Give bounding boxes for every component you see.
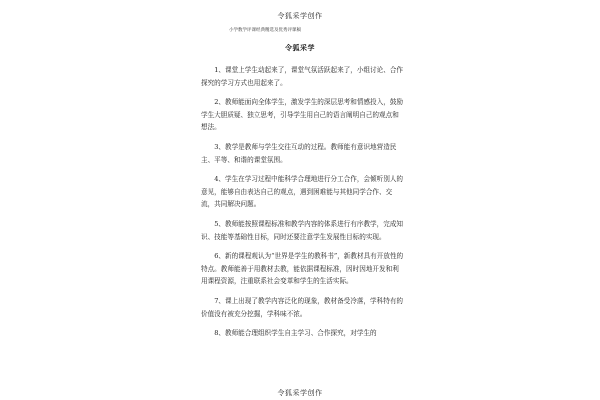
paragraph-5: 5、教师能按照课程标准和教学内容的体系进行有序教学，完成知识、技能等基础性目标，同时还要注意学生发展性目标的实现。 [201,219,404,241]
document-title: 令狐采学 [285,43,315,52]
paragraph-6: 6、新的课程观认为“世界是学生的教科书”，新教材具有开放性的特点。教师能善于用教材去教，能依据课程标准，因时因地开发和利用课程资源，注重联系社会变革和学生的生活实际。 [201,252,404,286]
document-body [201,64,404,347]
paragraph-2: 2、教师能面向全体学生，激发学生的深层思考和情感投入，鼓励学生大胆质疑、独立思考，引导学生用自己的语言阐明自己的观点和想法。 [201,98,404,132]
paragraph-1: 1、课堂上学生动起来了，课堂气氛活跃起来了，小组讨论、合作探究的学习方式也用起来了。 [201,66,404,87]
document-subtitle: 小学数学评课经典精选及优秀评课稿 [229,28,301,33]
paragraph-3: 3、教学是教师与学生交往互动的过程。教师能有意识地营造民主、平等、和谐的课堂氛围。 [201,142,397,164]
paragraph-7: 7、课上出现了教学内容泛化的现象，教材备受冷落，学科特有的价值没有被充分挖掘，学科味不浓。 [201,296,404,318]
paragraph-8: 8、教师能合理组织学生自主学习、合作探究，对学生的 [214,329,377,338]
paragraph-4: 4、学生在学习过程中能科学合理地进行分工合作，会倾听别人的意见，能够自由表达自己的观点，遇到困难能与其他同学合作、交流，共同解决问题。 [201,175,404,209]
page-header: 令狐采学创作 [277,12,323,20]
page-footer: 令狐采学创作 [277,389,323,397]
